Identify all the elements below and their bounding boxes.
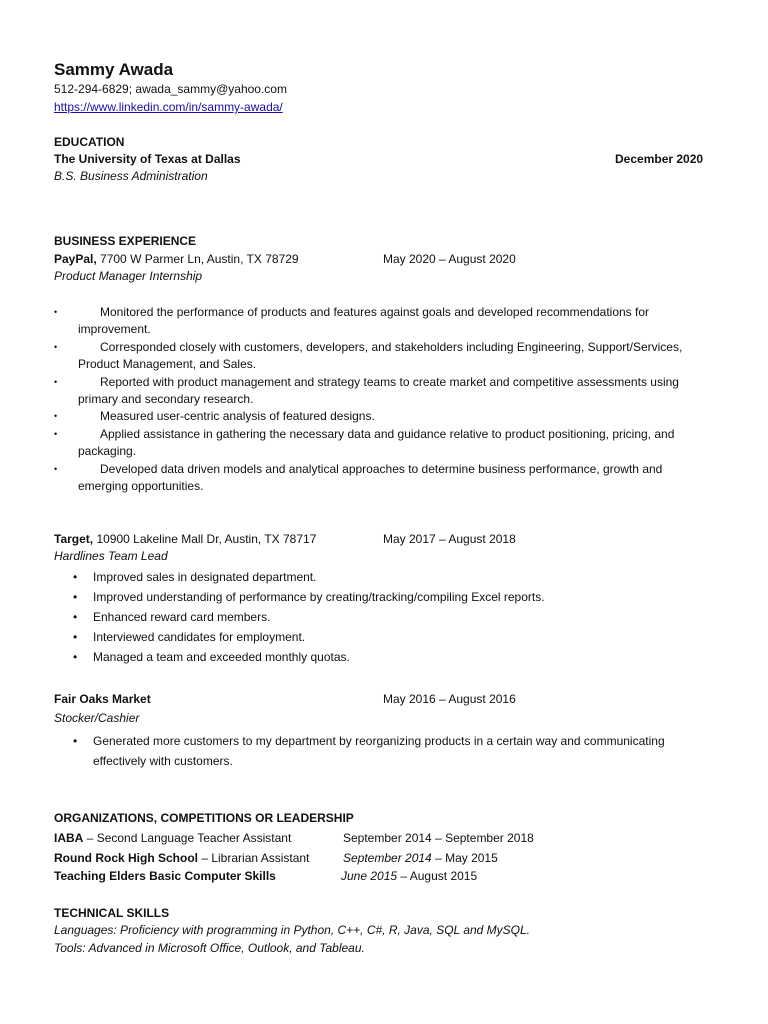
skills-tools: Tools: Advanced in Microsoft Office, Outlook, and Tableau. — [54, 941, 365, 955]
bullet-text: Improved understanding of performance by creating/tracking/compiling Excel reports. — [93, 590, 545, 604]
job-dates: May 2020 – August 2020 — [383, 252, 516, 266]
education-degree: B.S. Business Administration — [54, 169, 208, 183]
list-item — [73, 731, 713, 771]
education-date: December 2020 — [615, 152, 704, 166]
leadership-dates — [343, 851, 498, 866]
bullet-icon: • — [73, 630, 78, 644]
bullet-icon: • — [54, 377, 58, 387]
experience-heading: BUSINESS EXPERIENCE — [54, 234, 197, 248]
bullet-text: Measured user-centric analysis of featured designs. — [100, 409, 375, 423]
bullet-icon: • — [54, 307, 58, 317]
leadership-dash: – — [397, 869, 410, 883]
bullet-icon: • — [73, 734, 78, 748]
leadership-role — [54, 869, 276, 884]
list-item — [73, 567, 713, 587]
leadership-start: June 2015 — [341, 869, 398, 883]
leadership-org: IABA — [54, 831, 84, 845]
bullet-icon: • — [73, 590, 78, 604]
leadership-start: September 2014 — [343, 851, 432, 865]
leadership-dash: – — [431, 851, 446, 865]
candidate-name: Sammy Awada — [54, 60, 174, 79]
leadership-end: September 2018 — [445, 831, 534, 845]
leadership-role — [54, 831, 291, 846]
job-dates: May 2017 – August 2018 — [383, 532, 516, 546]
bullet-text: Monitored the performance of products and features against goals and developed recommendations for improvement. — [78, 305, 649, 336]
leadership-heading: ORGANIZATIONS, COMPETITIONS OR LEADERSHIP — [54, 811, 354, 825]
bullet-icon: • — [54, 429, 58, 439]
skills-heading: TECHNICAL SKILLS — [54, 906, 170, 920]
list-item — [73, 647, 713, 667]
job-company: PayPal, — [54, 252, 97, 266]
leadership-end: August 2015 — [409, 869, 478, 883]
bullet-text: Applied assistance in gathering the necessary data and guidance relative to product positioning, pricing, and packaging. — [78, 427, 675, 458]
bullet-icon: • — [73, 650, 78, 664]
list-item — [73, 607, 713, 627]
job-header-paypal — [54, 252, 299, 267]
leadership-dates — [343, 831, 534, 846]
leadership-role-title: Librarian Assistant — [211, 851, 310, 865]
job-header-target — [54, 532, 316, 547]
bullet-text: Managed a team and exceeded monthly quotas. — [93, 650, 350, 664]
bullet-icon: • — [54, 342, 58, 352]
bullet-text: Corresponded closely with customers, developers, and stakeholders including Engineering, Support/Services, Product Management, and Sales. — [78, 340, 683, 371]
bullet-text: Improved sales in designated department. — [93, 570, 317, 584]
bullet-icon: • — [54, 464, 58, 474]
bullet-text: Developed data driven models and analytical approaches to determine business performance, growth and emerging opportunities. — [78, 462, 663, 493]
bullet-icon: • — [73, 610, 78, 624]
leadership-end: May 2015 — [445, 851, 498, 865]
job-address: 10900 Lakeline Mall Dr, Austin, TX 78717 — [93, 532, 317, 546]
education-school: The University of Texas at Dallas — [54, 152, 241, 166]
contact-line: 512-294-6829; awada_sammy@yahoo.com — [54, 82, 287, 96]
list-item — [73, 587, 713, 607]
leadership-separator: – — [198, 851, 212, 865]
job-company: Target, — [54, 532, 94, 546]
bullet-icon: • — [54, 411, 58, 421]
list-item — [73, 627, 713, 647]
bullet-text: Interviewed candidates for employment. — [93, 630, 306, 644]
skills-languages: Languages: Proficiency with programming in Python, C++, C#, R, Java, SQL and MySQL. — [54, 923, 531, 937]
job-title: Hardlines Team Lead — [54, 549, 168, 563]
leadership-role — [54, 851, 309, 866]
bullet-icon: • — [73, 570, 78, 584]
job-bullet-list — [73, 731, 713, 771]
job-title: Stocker/Cashier — [54, 711, 140, 725]
leadership-org: Round Rock High School — [54, 851, 198, 865]
bullet-text: Reported with product management and strategy teams to create market and competitive assessments using primary and secondary research. — [78, 375, 679, 406]
leadership-separator: – — [83, 831, 97, 845]
leadership-dates — [341, 869, 477, 884]
bullet-text: Enhanced reward card members. — [93, 610, 271, 624]
education-heading: EDUCATION — [54, 135, 125, 149]
bullet-text: Generated more customers to my department by reorganizing products in a certain way and communicating effectively with customers. — [93, 734, 665, 768]
job-address: 7700 W Parmer Ln, Austin, TX 78729 — [96, 252, 299, 266]
linkedin-link[interactable]: https://www.linkedin.com/in/sammy-awada/ — [54, 100, 283, 114]
leadership-org: Teaching Elders Basic Computer Skills — [54, 869, 276, 883]
job-dates: May 2016 – August 2016 — [383, 692, 516, 706]
leadership-dash: – — [431, 831, 446, 845]
job-bullet-list — [73, 567, 713, 667]
leadership-role-title: Second Language Teacher Assistant — [96, 831, 292, 845]
leadership-start: September 2014 — [343, 831, 432, 845]
job-company: Fair Oaks Market — [54, 692, 151, 706]
job-title: Product Manager Internship — [54, 269, 203, 283]
